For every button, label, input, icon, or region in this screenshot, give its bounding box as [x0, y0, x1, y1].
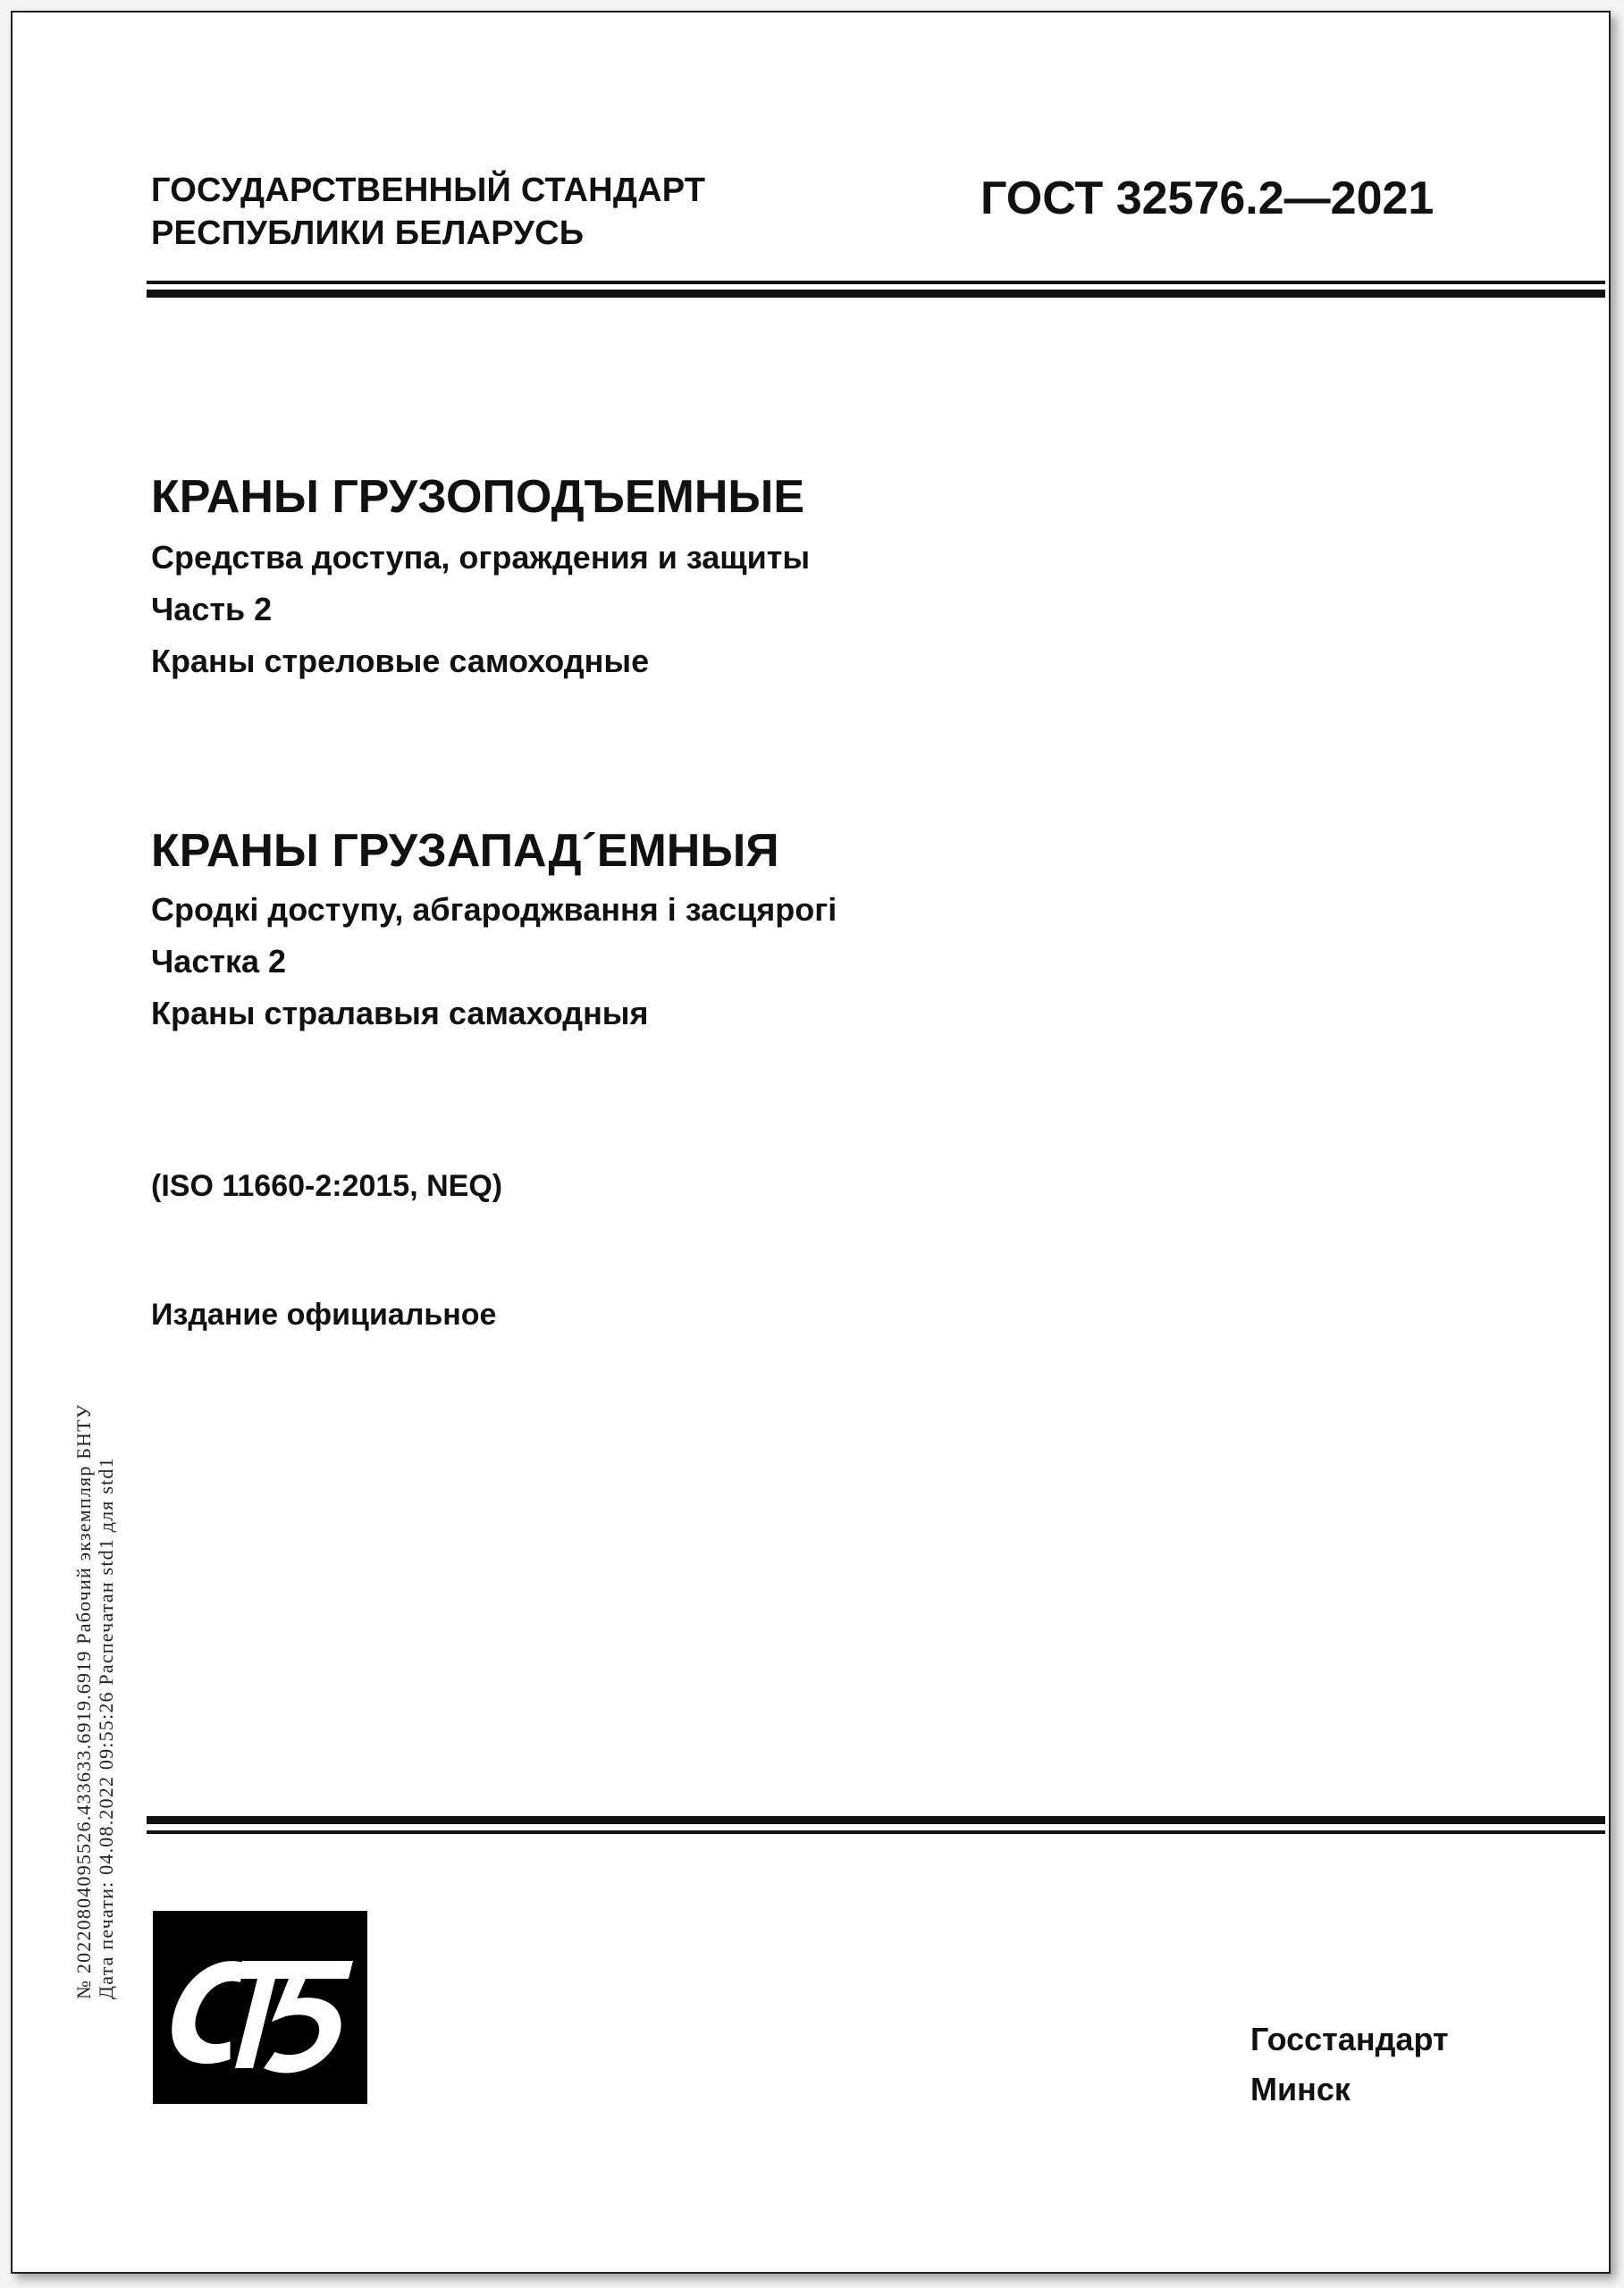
title-by-subtitle — [151, 884, 837, 1039]
title-by-line-3: Краны стралавыя самаходныя — [151, 995, 649, 1031]
top-rule-thin — [147, 281, 1605, 284]
title-by-line-1: Сродкі доступу, абгароджвання і засцярогі — [151, 891, 837, 928]
bottom-rule-thin — [147, 1830, 1605, 1834]
iso-reference: (ISO 11660-2:2015, NEQ) — [151, 1169, 503, 1203]
print-watermark-line-1: № 20220804095526.433633.6919.6919 Рабочий экземпляр БНТУ — [72, 1403, 95, 1999]
org-line-1: ГОСУДАРСТВЕННЫЙ СТАНДАРТ — [151, 172, 706, 209]
org-line-2: РЕСПУБЛИКИ БЕЛАРУСЬ — [151, 214, 585, 252]
bottom-rule-thick — [147, 1816, 1605, 1824]
title-ru-main: КРАНЫ ГРУЗОПОДЪЕМНЫЕ — [151, 471, 805, 523]
edition-label: Издание официальное — [151, 1298, 497, 1332]
issuing-authority — [151, 169, 705, 255]
document-page — [11, 11, 1611, 2274]
title-by-line-2: Частка 2 — [151, 943, 287, 980]
gosstandart-st-b-logo-icon — [153, 1911, 367, 2104]
print-watermark — [72, 1106, 117, 1999]
publisher — [1250, 2015, 1449, 2115]
title-ru-subtitle — [151, 532, 810, 687]
publisher-name: Госстандарт — [1250, 2021, 1449, 2057]
standard-number: ГОСТ 32576.2—2021 — [980, 172, 1435, 224]
title-by-main: КРАНЫ ГРУЗАПАД´ЕМНЫЯ — [151, 825, 779, 877]
title-ru-line-2: Часть 2 — [151, 591, 273, 627]
print-watermark-line-2: Дата печати: 04.08.2022 09:55:26 Распечатан std1 для std1 — [95, 1457, 117, 1999]
publisher-city: Минск — [1250, 2071, 1351, 2107]
top-rule-thick — [147, 290, 1605, 298]
title-ru-line-1: Средства доступа, ограждения и защиты — [151, 539, 811, 576]
title-ru-line-3: Краны стреловые самоходные — [151, 643, 650, 679]
